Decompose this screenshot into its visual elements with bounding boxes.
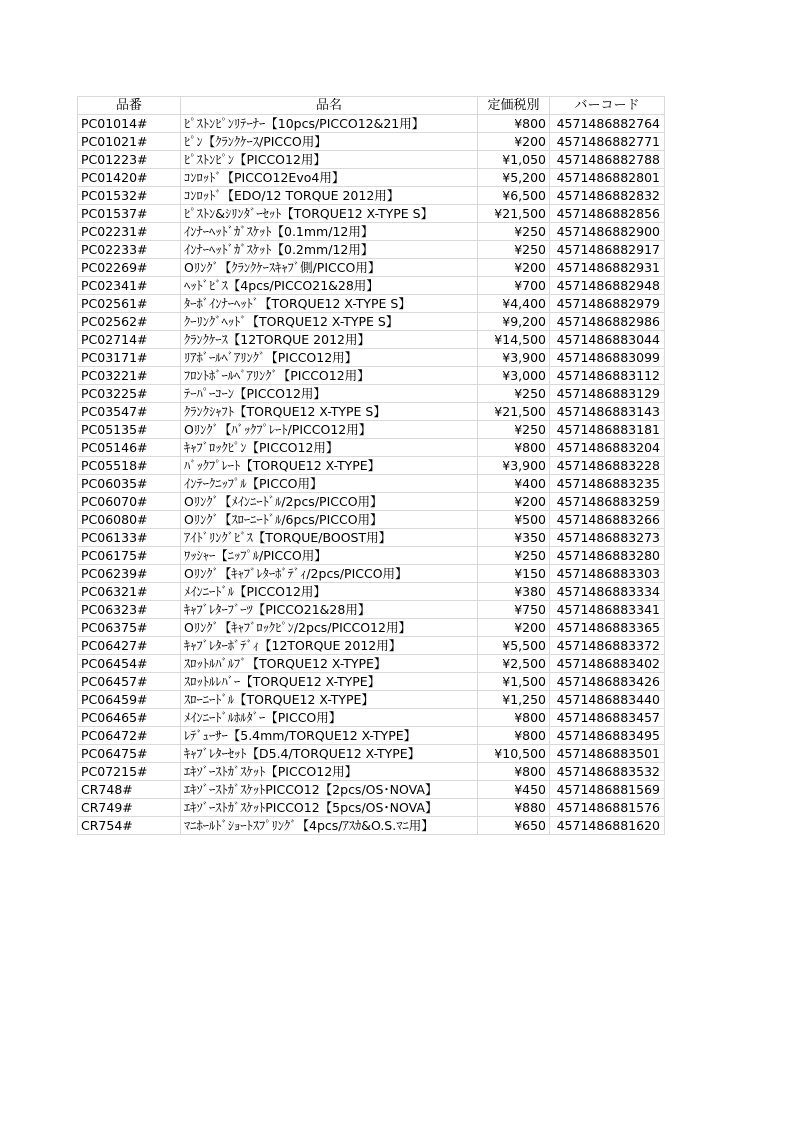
- price-cell: ¥450: [478, 781, 550, 799]
- barcode-cell: 4571486883112: [550, 367, 665, 385]
- table-row: [78, 493, 665, 511]
- part-code-cell: PC06133#: [78, 529, 181, 547]
- barcode-cell: 4571486882788: [550, 151, 665, 169]
- barcode-cell: 4571486883235: [550, 475, 665, 493]
- price-cell: ¥4,400: [478, 295, 550, 313]
- barcode-cell: 4571486883532: [550, 763, 665, 781]
- barcode-cell: 4571486882801: [550, 169, 665, 187]
- barcode-cell: 4571486882832: [550, 187, 665, 205]
- part-name-cell: ｽﾛｰﾆｰﾄﾞﾙ【TORQUE12 X-TYPE】: [181, 691, 478, 709]
- barcode-cell: 4571486883334: [550, 583, 665, 601]
- barcode-cell: 4571486883273: [550, 529, 665, 547]
- part-name-cell: ﾏﾆﾎｰﾙﾄﾞｼｮｰﾄｽﾌﾟﾘﾝｸﾞ【4pcs/ｱｽｶ&O.S.ﾏﾆ用】: [181, 817, 478, 835]
- barcode-cell: 4571486882979: [550, 295, 665, 313]
- barcode-cell: 4571486883341: [550, 601, 665, 619]
- price-cell: ¥3,900: [478, 349, 550, 367]
- barcode-cell: 4571486882764: [550, 115, 665, 133]
- table-row: [78, 619, 665, 637]
- part-code-cell: PC06321#: [78, 583, 181, 601]
- price-cell: ¥800: [478, 115, 550, 133]
- part-name-cell: ｺﾝﾛｯﾄﾞ【EDO/12 TORQUE 2012用】: [181, 187, 478, 205]
- table-row: [78, 331, 665, 349]
- part-code-cell: PC06070#: [78, 493, 181, 511]
- part-code-cell: PC06427#: [78, 637, 181, 655]
- price-cell: ¥200: [478, 619, 550, 637]
- part-name-cell: ｸﾗﾝｸｹｰｽ【12TORQUE 2012用】: [181, 331, 478, 349]
- part-name-cell: ﾋﾟｽﾄﾝﾋﾟﾝ【PICCO12用】: [181, 151, 478, 169]
- part-name-cell: ｲﾝﾅｰﾍｯﾄﾞｶﾞｽｹｯﾄ【0.1mm/12用】: [181, 223, 478, 241]
- part-name-cell: ｷｬﾌﾞﾚﾀｰﾌﾞｰﾂ【PICCO21&28用】: [181, 601, 478, 619]
- barcode-cell: 4571486883457: [550, 709, 665, 727]
- part-name-cell: ﾍｯﾄﾞﾋﾞｽ【4pcs/PICCO21&28用】: [181, 277, 478, 295]
- table-row: [78, 583, 665, 601]
- price-cell: ¥10,500: [478, 745, 550, 763]
- price-cell: ¥6,500: [478, 187, 550, 205]
- barcode-cell: 4571486883099: [550, 349, 665, 367]
- table-row: [78, 691, 665, 709]
- price-cell: ¥21,500: [478, 205, 550, 223]
- part-name-cell: ﾋﾟﾝ【ｸﾗﾝｸｹｰｽ/PICCO用】: [181, 133, 478, 151]
- price-cell: ¥800: [478, 763, 550, 781]
- part-name-cell: ﾌﾛﾝﾄﾎﾞｰﾙﾍﾞｱﾘﾝｸﾞ【PICCO12用】: [181, 367, 478, 385]
- part-code-cell: PC06475#: [78, 745, 181, 763]
- part-code-cell: PC03171#: [78, 349, 181, 367]
- barcode-cell: 4571486883501: [550, 745, 665, 763]
- table-row: [78, 169, 665, 187]
- table-row: [78, 547, 665, 565]
- part-name-cell: ﾜｯｼｬｰ【ﾆｯﾌﾟﾙ/PICCO用】: [181, 547, 478, 565]
- table-row: [78, 745, 665, 763]
- barcode-cell: 4571486883143: [550, 403, 665, 421]
- price-cell: ¥650: [478, 817, 550, 835]
- part-name-cell: ｷｬﾌﾞﾚﾀｰｾｯﾄ【D5.4/TORQUE12 X-TYPE】: [181, 745, 478, 763]
- table-row: [78, 475, 665, 493]
- price-cell: ¥880: [478, 799, 550, 817]
- barcode-cell: 4571486882900: [550, 223, 665, 241]
- table-row: [78, 187, 665, 205]
- price-cell: ¥1,250: [478, 691, 550, 709]
- part-name-cell: Oﾘﾝｸﾞ【ｷｬﾌﾞﾚﾀｰﾎﾞﾃﾞｨ/2pcs/PICCO用】: [181, 565, 478, 583]
- price-cell: ¥250: [478, 241, 550, 259]
- price-cell: ¥800: [478, 709, 550, 727]
- part-name-cell: ｱｲﾄﾞﾘﾝｸﾞﾋﾞｽ【TORQUE/BOOST用】: [181, 529, 478, 547]
- part-name-cell: ｽﾛｯﾄﾙﾚﾊﾞｰ【TORQUE12 X-TYPE】: [181, 673, 478, 691]
- part-name-cell: ｲﾝﾅｰﾍｯﾄﾞｶﾞｽｹｯﾄ【0.2mm/12用】: [181, 241, 478, 259]
- barcode-cell: 4571486882986: [550, 313, 665, 331]
- part-name-cell: Oﾘﾝｸﾞ【ﾒｲﾝﾆｰﾄﾞﾙ/2pcs/PICCO用】: [181, 493, 478, 511]
- header-name: 品名: [181, 97, 478, 115]
- part-name-cell: ｲﾝﾃｰｸﾆｯﾌﾟﾙ【PICCO用】: [181, 475, 478, 493]
- barcode-cell: 4571486883303: [550, 565, 665, 583]
- part-code-cell: PC03221#: [78, 367, 181, 385]
- barcode-cell: 4571486883181: [550, 421, 665, 439]
- table-row: [78, 205, 665, 223]
- table-row: [78, 781, 665, 799]
- part-name-cell: ﾀｰﾎﾞｲﾝﾅｰﾍｯﾄﾞ【TORQUE12 X-TYPE S】: [181, 295, 478, 313]
- part-name-cell: ｷｬﾌﾞﾛｯｸﾋﾟﾝ【PICCO12用】: [181, 439, 478, 457]
- price-cell: ¥800: [478, 727, 550, 745]
- part-code-cell: PC07215#: [78, 763, 181, 781]
- part-name-cell: ﾊﾞｯｸﾌﾟﾚｰﾄ【TORQUE12 X-TYPE】: [181, 457, 478, 475]
- table-row: [78, 673, 665, 691]
- table-row: [78, 313, 665, 331]
- price-cell: ¥200: [478, 493, 550, 511]
- part-code-cell: PC01021#: [78, 133, 181, 151]
- part-code-cell: PC06175#: [78, 547, 181, 565]
- header-barcode: バーコード: [550, 97, 665, 115]
- barcode-cell: 4571486883426: [550, 673, 665, 691]
- table-row: [78, 565, 665, 583]
- part-name-cell: ﾃｰﾊﾟｰｺｰﾝ【PICCO12用】: [181, 385, 478, 403]
- part-name-cell: Oﾘﾝｸﾞ【ｸﾗﾝｸｹｰｽｷｬﾌﾞ側/PICCO用】: [181, 259, 478, 277]
- parts-table: [77, 96, 665, 835]
- part-code-cell: PC01014#: [78, 115, 181, 133]
- part-code-cell: PC05135#: [78, 421, 181, 439]
- price-cell: ¥200: [478, 133, 550, 151]
- barcode-cell: 4571486881620: [550, 817, 665, 835]
- price-cell: ¥250: [478, 223, 550, 241]
- table-row: [78, 421, 665, 439]
- part-code-cell: CR749#: [78, 799, 181, 817]
- barcode-cell: 4571486883365: [550, 619, 665, 637]
- part-name-cell: Oﾘﾝｸﾞ【ﾊﾞｯｸﾌﾟﾚｰﾄ/PICCO12用】: [181, 421, 478, 439]
- barcode-cell: 4571486883440: [550, 691, 665, 709]
- barcode-cell: 4571486881569: [550, 781, 665, 799]
- price-cell: ¥21,500: [478, 403, 550, 421]
- table-row: [78, 601, 665, 619]
- barcode-cell: 4571486883280: [550, 547, 665, 565]
- part-code-cell: PC02269#: [78, 259, 181, 277]
- part-code-cell: PC06375#: [78, 619, 181, 637]
- part-name-cell: ﾒｲﾝﾆｰﾄﾞﾙ【PICCO12用】: [181, 583, 478, 601]
- part-code-cell: PC02231#: [78, 223, 181, 241]
- part-code-cell: PC01537#: [78, 205, 181, 223]
- barcode-cell: 4571486883228: [550, 457, 665, 475]
- price-cell: ¥150: [478, 565, 550, 583]
- price-cell: ¥350: [478, 529, 550, 547]
- table-row: [78, 637, 665, 655]
- part-name-cell: ｺﾝﾛｯﾄﾞ【PICCO12Evo4用】: [181, 169, 478, 187]
- part-code-cell: PC05146#: [78, 439, 181, 457]
- price-cell: ¥2,500: [478, 655, 550, 673]
- table-row: [78, 115, 665, 133]
- table-row: [78, 709, 665, 727]
- table-row: [78, 259, 665, 277]
- barcode-cell: 4571486883266: [550, 511, 665, 529]
- part-code-cell: PC06465#: [78, 709, 181, 727]
- part-code-cell: PC06472#: [78, 727, 181, 745]
- table-row: [78, 457, 665, 475]
- barcode-cell: 4571486883204: [550, 439, 665, 457]
- price-cell: ¥3,000: [478, 367, 550, 385]
- barcode-cell: 4571486883402: [550, 655, 665, 673]
- part-code-cell: PC06239#: [78, 565, 181, 583]
- price-cell: ¥1,500: [478, 673, 550, 691]
- part-name-cell: Oﾘﾝｸﾞ【ｷｬﾌﾞﾛｯｸﾋﾟﾝ/2pcs/PICCO12用】: [181, 619, 478, 637]
- part-name-cell: ﾋﾟｽﾄﾝ&ｼﾘﾝﾀﾞｰｾｯﾄ【TORQUE12 X-TYPE S】: [181, 205, 478, 223]
- price-cell: ¥700: [478, 277, 550, 295]
- part-code-cell: PC02233#: [78, 241, 181, 259]
- part-code-cell: PC02341#: [78, 277, 181, 295]
- part-name-cell: ｴｷｿﾞｰｽﾄｶﾞｽｹｯﾄ【PICCO12用】: [181, 763, 478, 781]
- table-row: [78, 799, 665, 817]
- table-row: [78, 511, 665, 529]
- part-code-cell: PC03547#: [78, 403, 181, 421]
- barcode-cell: 4571486883129: [550, 385, 665, 403]
- barcode-cell: 4571486882931: [550, 259, 665, 277]
- price-cell: ¥500: [478, 511, 550, 529]
- barcode-cell: 4571486883259: [550, 493, 665, 511]
- table-row: [78, 151, 665, 169]
- barcode-cell: 4571486882771: [550, 133, 665, 151]
- part-code-cell: PC01420#: [78, 169, 181, 187]
- part-code-cell: PC06457#: [78, 673, 181, 691]
- table-row: [78, 277, 665, 295]
- part-code-cell: PC06035#: [78, 475, 181, 493]
- part-code-cell: PC02562#: [78, 313, 181, 331]
- barcode-cell: 4571486883044: [550, 331, 665, 349]
- price-cell: ¥380: [478, 583, 550, 601]
- barcode-cell: 4571486883495: [550, 727, 665, 745]
- part-name-cell: ｴｷｿﾞｰｽﾄｶﾞｽｹｯﾄPICCO12【5pcs/OS･NOVA】: [181, 799, 478, 817]
- price-cell: ¥14,500: [478, 331, 550, 349]
- price-cell: ¥750: [478, 601, 550, 619]
- table-row: [78, 295, 665, 313]
- part-name-cell: ｸｰﾘﾝｸﾞﾍｯﾄﾞ【TORQUE12 X-TYPE S】: [181, 313, 478, 331]
- part-code-cell: CR748#: [78, 781, 181, 799]
- part-name-cell: ｴｷｿﾞｰｽﾄｶﾞｽｹｯﾄPICCO12【2pcs/OS･NOVA】: [181, 781, 478, 799]
- price-cell: ¥800: [478, 439, 550, 457]
- header-price: 定価税別: [478, 97, 550, 115]
- part-name-cell: ｽﾛｯﾄﾙﾊﾞﾙﾌﾞ【TORQUE12 X-TYPE】: [181, 655, 478, 673]
- part-code-cell: PC02561#: [78, 295, 181, 313]
- barcode-cell: 4571486882917: [550, 241, 665, 259]
- barcode-cell: 4571486882856: [550, 205, 665, 223]
- price-cell: ¥250: [478, 421, 550, 439]
- part-code-cell: PC06454#: [78, 655, 181, 673]
- part-code-cell: PC03225#: [78, 385, 181, 403]
- table-row: [78, 223, 665, 241]
- part-code-cell: PC06459#: [78, 691, 181, 709]
- part-name-cell: ﾘｱﾎﾞｰﾙﾍﾞｱﾘﾝｸﾞ【PICCO12用】: [181, 349, 478, 367]
- barcode-cell: 4571486883372: [550, 637, 665, 655]
- price-cell: ¥250: [478, 547, 550, 565]
- table-row: [78, 349, 665, 367]
- header-row: [78, 97, 665, 115]
- table-row: [78, 403, 665, 421]
- table-row: [78, 727, 665, 745]
- table-row: [78, 367, 665, 385]
- barcode-cell: 4571486882948: [550, 277, 665, 295]
- price-cell: ¥1,050: [478, 151, 550, 169]
- table-row: [78, 763, 665, 781]
- part-code-cell: PC01532#: [78, 187, 181, 205]
- barcode-cell: 4571486881576: [550, 799, 665, 817]
- table-row: [78, 655, 665, 673]
- part-code-cell: PC06323#: [78, 601, 181, 619]
- part-name-cell: ｸﾗﾝｸｼｬﾌﾄ【TORQUE12 X-TYPE S】: [181, 403, 478, 421]
- parts-price-list: [77, 96, 665, 835]
- price-cell: ¥5,500: [478, 637, 550, 655]
- table-row: [78, 241, 665, 259]
- table-body: [78, 115, 665, 835]
- part-code-cell: PC01223#: [78, 151, 181, 169]
- part-code-cell: PC05518#: [78, 457, 181, 475]
- table-row: [78, 385, 665, 403]
- part-name-cell: ﾚﾃﾞｭｰｻｰ【5.4mm/TORQUE12 X-TYPE】: [181, 727, 478, 745]
- table-row: [78, 817, 665, 835]
- part-code-cell: PC06080#: [78, 511, 181, 529]
- price-cell: ¥250: [478, 385, 550, 403]
- part-code-cell: CR754#: [78, 817, 181, 835]
- table-row: [78, 133, 665, 151]
- part-name-cell: ﾋﾟｽﾄﾝﾋﾟﾝﾘﾃｰﾅｰ【10pcs/PICCO12&21用】: [181, 115, 478, 133]
- price-cell: ¥400: [478, 475, 550, 493]
- part-name-cell: ﾒｲﾝﾆｰﾄﾞﾙﾎﾙﾀﾞｰ【PICCO用】: [181, 709, 478, 727]
- part-code-cell: PC02714#: [78, 331, 181, 349]
- table-row: [78, 439, 665, 457]
- part-name-cell: Oﾘﾝｸﾞ【ｽﾛｰﾆｰﾄﾞﾙ/6pcs/PICCO用】: [181, 511, 478, 529]
- price-cell: ¥200: [478, 259, 550, 277]
- part-name-cell: ｷｬﾌﾞﾚﾀｰﾎﾞﾃﾞｨ【12TORQUE 2012用】: [181, 637, 478, 655]
- price-cell: ¥5,200: [478, 169, 550, 187]
- header-code: 品番: [78, 97, 181, 115]
- table-row: [78, 529, 665, 547]
- price-cell: ¥3,900: [478, 457, 550, 475]
- price-cell: ¥9,200: [478, 313, 550, 331]
